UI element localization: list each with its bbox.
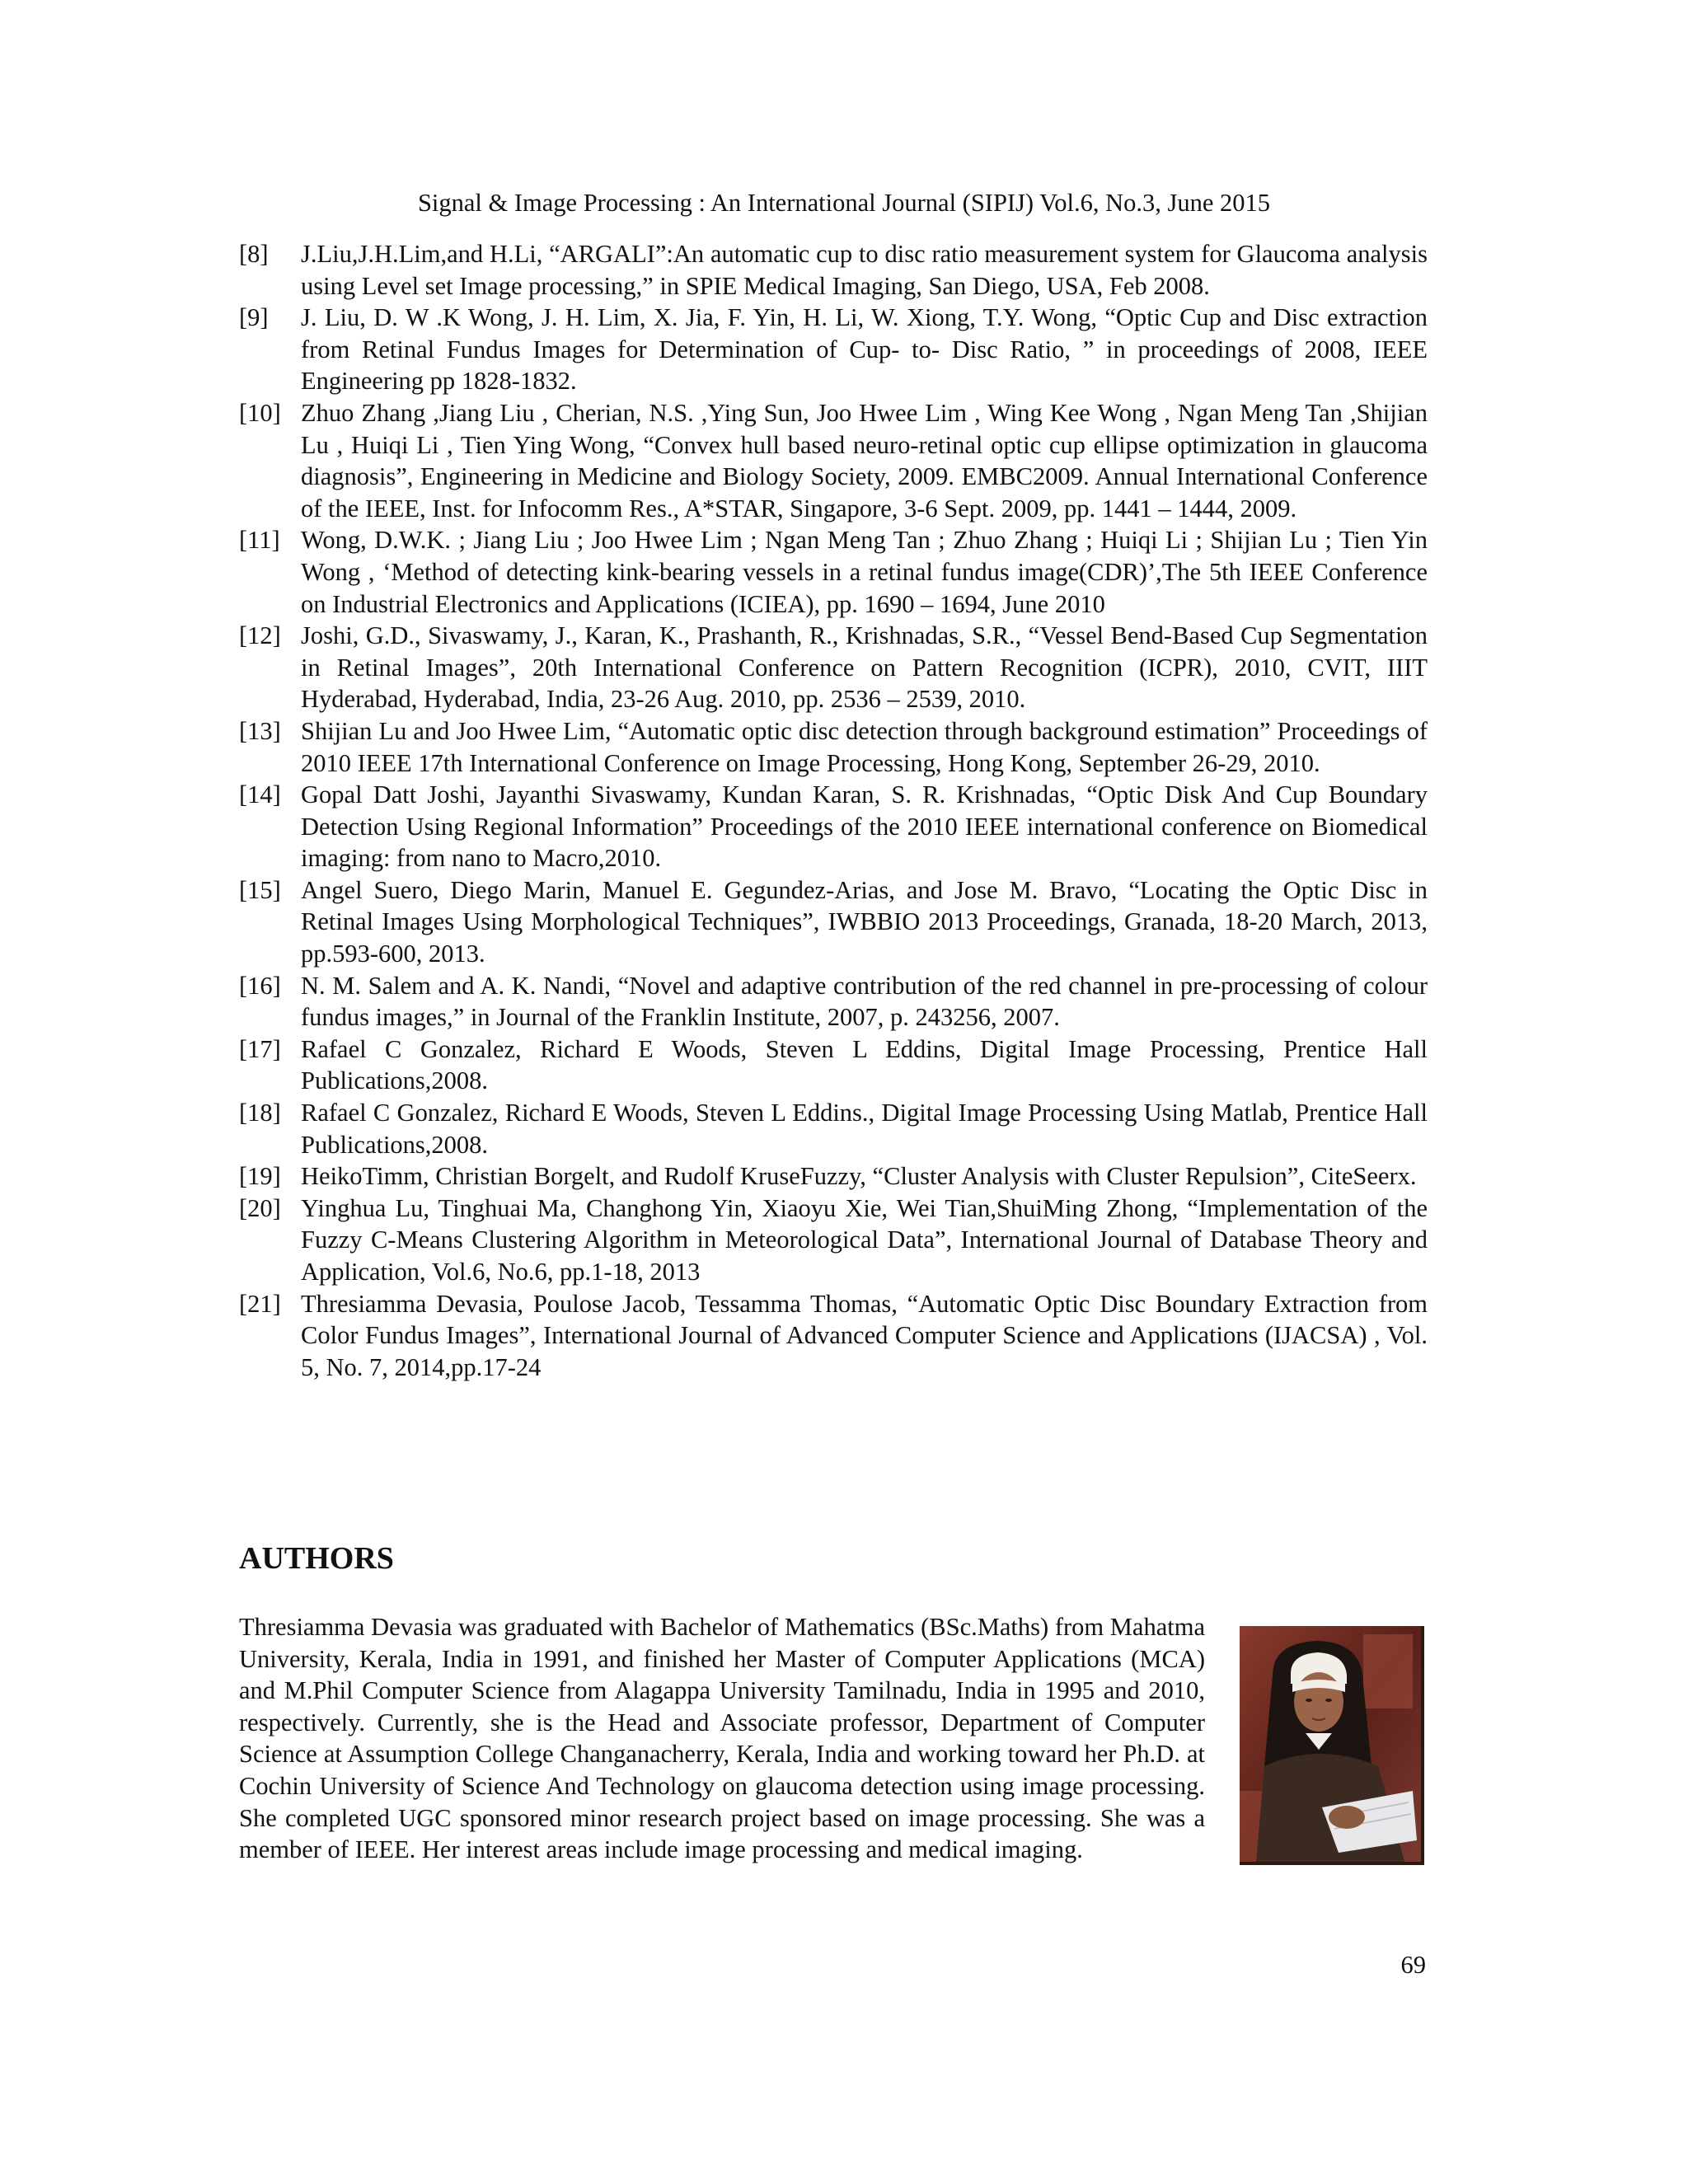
reference-item bbox=[239, 874, 1428, 970]
reference-number: [9] bbox=[239, 303, 269, 332]
reference-number: [19] bbox=[239, 1162, 281, 1191]
reference-number: [14] bbox=[239, 780, 281, 809]
reference-number: [8] bbox=[239, 240, 269, 268]
reference-item bbox=[239, 715, 1428, 779]
reference-text: Shijian Lu and Joo Hwee Lim, “Automatic optic disc detection through background estimation” Proceedings of 2010 IEEE 17th International Conference on Image Processing, Hong Kong, September 26-29, 2010. bbox=[301, 716, 1428, 777]
reference-item bbox=[239, 620, 1428, 715]
reference-number: [16] bbox=[239, 971, 281, 1000]
authors-heading: AUTHORS bbox=[239, 1541, 394, 1576]
author-photo bbox=[1240, 1626, 1424, 1865]
reference-text: Zhuo Zhang ,Jiang Liu , Cherian, N.S. ,Ying Sun, Joo Hwee Lim , Wing Kee Wong , Ngan Meng Tan ,Shijian Lu , Huiqi Li , Tien Ying Wong, “Convex hull based neuro-retinal optic cup ellipse optimization in glaucoma diagnosis”, Engineering in Medicine and Biology Society, 2009. EMBC2009. Annual International Conference of the IEEE, Inst. for Infocomm Res., A*STAR, Singapore, 3-6 Sept. 2009, pp. 1441 – 1444, 2009. bbox=[301, 398, 1428, 523]
reference-item bbox=[239, 1033, 1428, 1097]
reference-text: J. Liu, D. W .K Wong, J. H. Lim, X. Jia, F. Yin, H. Li, W. Xiong, T.Y. Wong, “Optic Cup and Disc extraction from Retinal Fundus Images for Determination of Cup- to- Disc Ratio, ” in proceedings of 2008, IEEE Engineering pp 1828-1832. bbox=[301, 303, 1428, 396]
reference-item bbox=[239, 1288, 1428, 1384]
journal-header: Signal & Image Processing : An International Journal (SIPIJ) Vol.6, No.3, June 2015 bbox=[417, 189, 1271, 217]
reference-item bbox=[239, 1097, 1428, 1160]
reference-item bbox=[239, 1193, 1428, 1288]
reference-text: Angel Suero, Diego Marin, Manuel E. Gegundez-Arias, and Jose M. Bravo, “Locating the Optic Disc in Retinal Images Using Morphological Techniques”, IWBBIO 2013 Proceedings, Granada, 18-20 March, 2013, pp.593-600, 2013. bbox=[301, 875, 1428, 968]
reference-number: [13] bbox=[239, 716, 281, 745]
reference-item bbox=[239, 524, 1428, 620]
reference-text: Thresiamma Devasia, Poulose Jacob, Tessamma Thomas, “Automatic Optic Disc Boundary Extraction from Color Fundus Images”, International Journal of Advanced Computer Science and Applications (IJACSA) , Vol. 5, No. 7, 2014,pp.17-24 bbox=[301, 1289, 1428, 1381]
reference-text: HeikoTimm, Christian Borgelt, and Rudolf KruseFuzzy, “Cluster Analysis with Cluster Repulsion”, CiteSeerx. bbox=[301, 1162, 1417, 1191]
reference-number: [20] bbox=[239, 1193, 281, 1222]
reference-text: Wong, D.W.K. ; Jiang Liu ; Joo Hwee Lim ; Ngan Meng Tan ; Zhuo Zhang ; Huiqi Li ; Shijian Lu ; Tien Yin Wong , ‘Method of detecting kink-bearing vessels in a retinal fundus image(CDR)’,The 5th IEEE Conference on Industrial Electronics and Applications (ICIEA), pp. 1690 – 1694, June 2010 bbox=[301, 526, 1428, 618]
reference-text: Rafael C Gonzalez, Richard E Woods, Steven L Eddins., Digital Image Processing Using Matlab, Prentice Hall Publications,2008. bbox=[301, 1099, 1428, 1159]
reference-text: Yinghua Lu, Tinghuai Ma, Changhong Yin, Xiaoyu Xie, Wei Tian,ShuiMing Zhong, “Implementation of the Fuzzy C-Means Clustering Algorithm in Meteorological Data”, International Journal of Database Theory and Application, Vol.6, No.6, pp.1-18, 2013 bbox=[301, 1193, 1428, 1286]
reference-number: [12] bbox=[239, 621, 281, 650]
reference-list bbox=[239, 238, 1428, 1383]
reference-number: [21] bbox=[239, 1289, 281, 1318]
reference-item bbox=[239, 238, 1428, 302]
reference-item bbox=[239, 302, 1428, 397]
reference-text: Joshi, G.D., Sivaswamy, J., Karan, K., Prashanth, R., Krishnadas, S.R., “Vessel Bend-Based Cup Segmentation in Retinal Images”, 20th International Conference on Pattern Recognition (ICPR), 2010, CVIT, IIIT Hyderabad, Hyderabad, India, 23-26 Aug. 2010, pp. 2536 – 2539, 2010. bbox=[301, 621, 1428, 714]
reference-item bbox=[239, 1160, 1428, 1193]
reference-number: [11] bbox=[239, 526, 280, 555]
reference-text: Gopal Datt Joshi, Jayanthi Sivaswamy, Kundan Karan, S. R. Krishnadas, “Optic Disk And Cup Boundary Detection Using Regional Information” Proceedings of the 2010 IEEE international conference on Biomedical imaging: from nano to Macro,2010. bbox=[301, 780, 1428, 873]
reference-item bbox=[239, 397, 1428, 524]
reference-item bbox=[239, 779, 1428, 874]
reference-text: J.Liu,J.H.Lim,and H.Li, “ARGALI”:An automatic cup to disc ratio measurement system for Glaucoma analysis using Level set Image processing,” in SPIE Medical Imaging, San Diego, USA, Feb 2008. bbox=[301, 240, 1428, 300]
reference-text: Rafael C Gonzalez, Richard E Woods, Steven L Eddins, Digital Image Processing, Prentice Hall Publications,2008. bbox=[301, 1034, 1428, 1095]
reference-item bbox=[239, 970, 1428, 1033]
reference-text: N. M. Salem and A. K. Nandi, “Novel and adaptive contribution of the red channel in pre-processing of colour fundus images,” in Journal of the Franklin Institute, 2007, p. 243256, 2007. bbox=[301, 971, 1428, 1032]
reference-number: [18] bbox=[239, 1099, 281, 1127]
page-number: 69 bbox=[1400, 1951, 1426, 1979]
author-bio: Thresiamma Devasia was graduated with Bachelor of Mathematics (BSc.Maths) from Mahatma University, Kerala, India in 1991, and finished her Master of Computer Applications (MCA) and M.Phil Computer Science from Alagappa University Tamilnadu, India in 1995 and 2010, respectively. Currently, she is the Head and Associate professor, Department of Computer Science at Assumption College Changanacherry, Kerala, India and working toward her Ph.D. at Cochin University of Science And Technology on glaucoma detection using image processing. She completed UGC sponsored minor research project based on image processing. She was a member of IEEE. Her interest areas include image processing and medical imaging. bbox=[239, 1613, 1205, 1864]
reference-number: [15] bbox=[239, 875, 281, 904]
reference-number: [17] bbox=[239, 1034, 281, 1063]
reference-number: [10] bbox=[239, 398, 281, 427]
